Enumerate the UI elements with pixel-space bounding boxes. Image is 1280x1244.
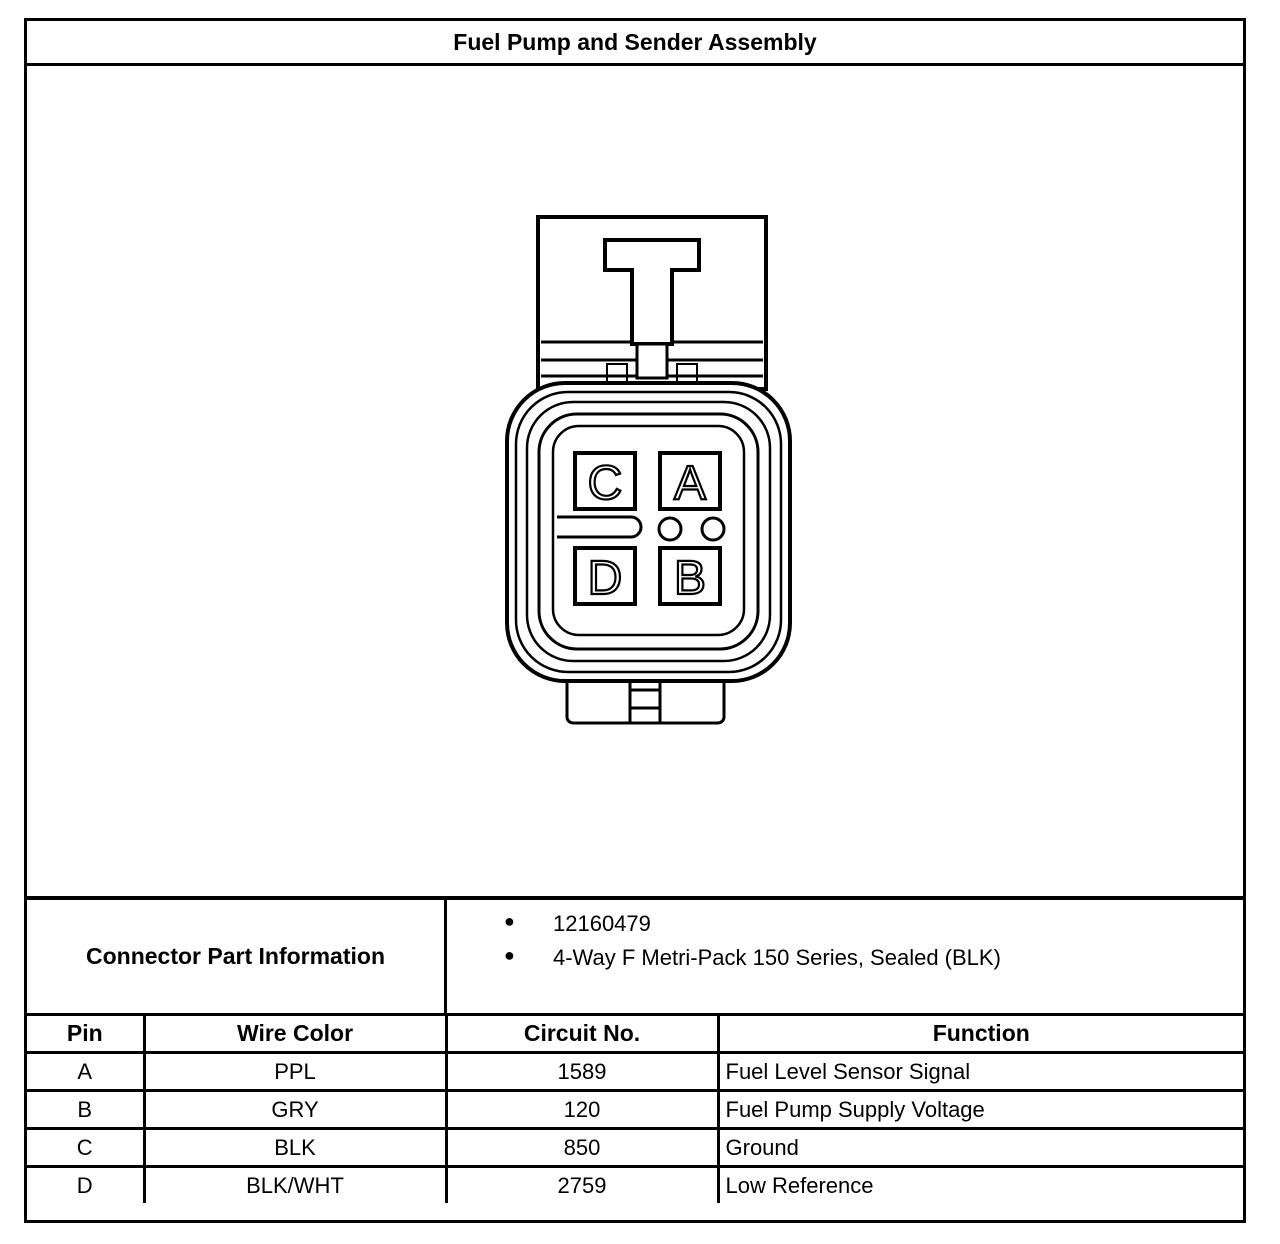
header-function: Function	[718, 1016, 1243, 1053]
polarizing-key	[557, 517, 641, 537]
table-row	[27, 1091, 1243, 1129]
table-row	[27, 1167, 1243, 1204]
connector-body	[507, 383, 790, 681]
connector-description: 4-Way F Metri-Pack 150 Series, Sealed (BLK)	[553, 945, 1001, 970]
cell-circuit: 850	[446, 1129, 718, 1167]
cell-function: Fuel Pump Supply Voltage	[718, 1091, 1243, 1129]
pin-label-c: C	[587, 457, 623, 510]
cell-pin: C	[27, 1129, 144, 1167]
cell-pin: B	[27, 1091, 144, 1129]
cell-function: Ground	[718, 1129, 1243, 1167]
connector-face-drawing	[27, 66, 1243, 899]
connector-drawing-area	[27, 66, 1243, 899]
cell-pin: D	[27, 1167, 144, 1204]
connector-part-info	[27, 896, 1243, 1016]
header-wire-color: Wire Color	[144, 1016, 446, 1053]
header-pin: Pin	[27, 1016, 144, 1053]
part-info-list	[447, 900, 1243, 1013]
cell-wire-color: BLK/WHT	[144, 1167, 446, 1204]
diagram-title: Fuel Pump and Sender Assembly	[27, 21, 1243, 66]
cell-circuit: 1589	[446, 1053, 718, 1091]
cell-wire-color: PPL	[144, 1053, 446, 1091]
pin-label-a: A	[673, 457, 707, 510]
cell-pin: A	[27, 1053, 144, 1091]
connector-latch-housing	[538, 217, 766, 389]
table-row	[27, 1129, 1243, 1167]
diagram-frame	[24, 18, 1246, 1223]
bullet-icon: ●	[504, 945, 515, 965]
bullet-icon: ●	[504, 911, 515, 931]
table-row	[27, 1053, 1243, 1091]
cell-function: Fuel Level Sensor Signal	[718, 1053, 1243, 1091]
cell-circuit: 120	[446, 1091, 718, 1129]
cell-function: Low Reference	[718, 1167, 1243, 1204]
pin-table	[27, 1016, 1243, 1203]
header-circuit: Circuit No.	[446, 1016, 718, 1053]
part-number: 12160479	[553, 911, 651, 936]
cell-wire-color: GRY	[144, 1091, 446, 1129]
pin-label-b: B	[673, 552, 707, 605]
pin-label-d: D	[587, 552, 623, 605]
pin-table-header-row	[27, 1016, 1243, 1053]
cell-wire-color: BLK	[144, 1129, 446, 1167]
cell-circuit: 2759	[446, 1167, 718, 1204]
part-info-label: Connector Part Information	[27, 900, 447, 1013]
